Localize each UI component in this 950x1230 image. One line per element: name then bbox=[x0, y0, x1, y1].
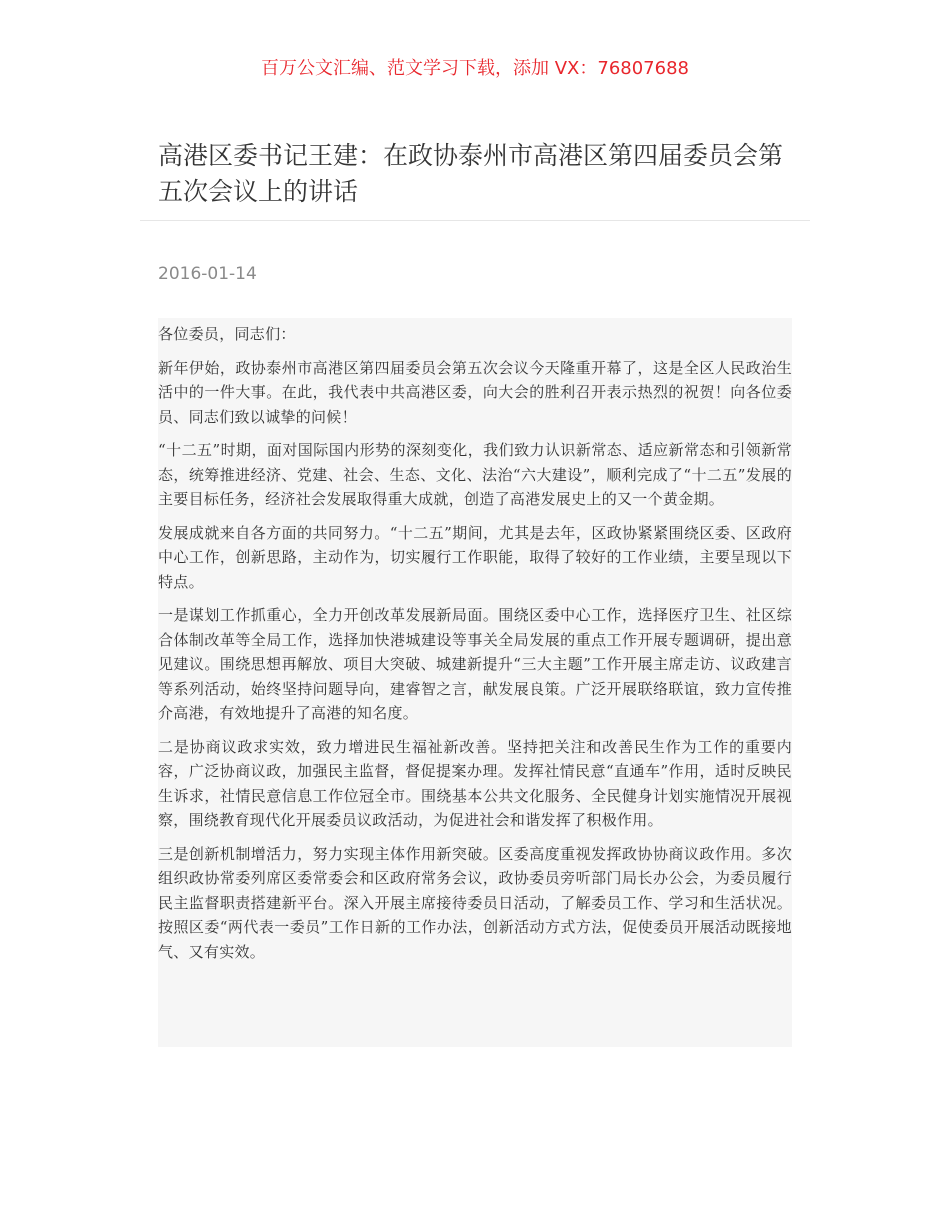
article-body bbox=[158, 318, 792, 1047]
publish-date: 2016-01-14 bbox=[158, 264, 257, 284]
title-divider bbox=[140, 220, 810, 221]
article-title: 高港区委书记王建：在政协泰州市高港区第四届委员会第五次会议上的讲话 bbox=[158, 141, 784, 206]
paragraph: “十二五”时期，面对国际国内形势的深刻变化，我们致力认识新常态、适应新常态和引领新常态，统筹推进经济、党建、社会、生态、文化、法治“六大建设”，顺利完成了“十二五”发展的主要目标任务，经济社会发展取得重大成就，创造了高港发展史上的又一个黄金期。 bbox=[158, 441, 792, 508]
paragraph: 新年伊始，政协泰州市高港区第四届委员会第五次会议今天隆重开幕了，这是全区人民政治生活中的一件大事。在此，我代表中共高港区委，向大会的胜利召开表示热烈的祝贺！向各位委员、同志们致以诚挚的问候！ bbox=[158, 358, 792, 426]
paragraph: 一是谋划工作抓重心，全力开创改革发展新局面。围绕区委中心工作，选择医疗卫生、社区综合体制改革等全局工作，选择加快港城建设等事关全局发展的重点工作开展专题调研，提出意见建议。围绕思想再解放、项目大突破、城建新提升“三大主题”工作开展主席走访、议政建言等系列活动，始终坚持问题导向，建睿智之言，献发展良策。广泛开展联络联谊，致力宣传推介高港，有效地提升了高港的知名度。 bbox=[158, 606, 792, 722]
paragraph: 二是协商议政求实效，致力增进民生福祉新改善。坚持把关注和改善民生作为工作的重要内容，广泛协商议政，加强民主监督，督促提案办理。发挥社情民意“直通车”作用，适时反映民生诉求，社情民意信息工作位冠全市。围绕基本公共文化服务、全民健身计划实施情况开展视察，围绕教育现代化开展委员议政活动，为促进社会和谐发挥了积极作用。 bbox=[158, 737, 792, 829]
paragraph-salutation: 各位委员，同志们： bbox=[158, 325, 296, 343]
paragraph: 发展成就来自各方面的共同努力。“十二五”期间，尤其是去年，区政协紧紧围绕区委、区政府中心工作，创新思路，主动作为，切实履行工作职能，取得了较好的工作业绩，主要呈现以下特点。 bbox=[158, 523, 792, 591]
paragraph: 三是创新机制增活力，努力实现主体作用新突破。区委高度重视发挥政协协商议政作用。多次组织政协常委列席区委常委会和区政府常务会议，政协委员旁听部门局长办公会，为委员履行民主监督职责搭建新平台。深入开展主席接待委员日活动，了解委员工作、学习和生活状况。按照区委“两代表一委员”工作日新的工作办法，创新活动方式方法，促使委员开展活动既接地气、又有实效。 bbox=[158, 844, 792, 961]
download-banner: 百万公文汇编、范文学习下载，添加 VX：76807688 bbox=[261, 58, 689, 79]
